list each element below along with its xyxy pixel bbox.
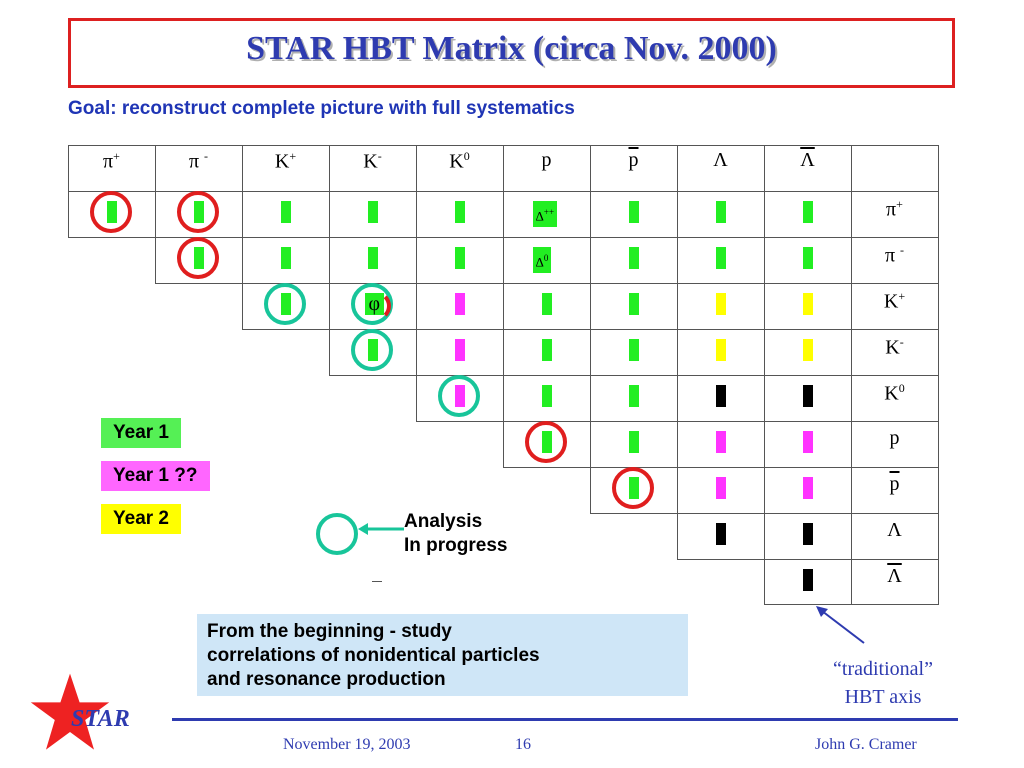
measurement-bar [368, 201, 378, 223]
column-header: $\overline{\Lambda}$ [800, 149, 815, 171]
column-header: $\overline{p}$ [628, 149, 639, 171]
row-label: $K^0$ [884, 381, 905, 405]
measurement-bar [455, 293, 465, 315]
row-label: K+ [883, 289, 906, 313]
measurement-bar [629, 339, 639, 361]
row-label: $\overline{\Lambda}$ [887, 565, 902, 587]
analysis-line1: Analysis [404, 511, 483, 532]
footer-page-number: 16 [515, 736, 531, 753]
column-header: $K^0$ [449, 149, 470, 173]
delta-resonance-label: $\Delta^0$ [533, 247, 552, 273]
measurement-bar [716, 293, 726, 315]
red-highlight-circle [612, 467, 654, 509]
phi-red-arc [361, 291, 391, 321]
row-label: K- [885, 335, 904, 359]
measurement-bar [716, 247, 726, 269]
star-logo-text: STAR [71, 706, 130, 732]
analysis-arrow-icon [356, 520, 406, 540]
measurement-bar [542, 293, 552, 315]
info-line1: From the beginning - study [207, 621, 452, 642]
info-box [197, 614, 688, 696]
red-highlight-circle [90, 191, 132, 233]
row-label: Λ [887, 519, 902, 541]
measurement-bar [716, 477, 726, 499]
analysis-legend-circle [316, 513, 358, 555]
measurement-bar [716, 385, 726, 407]
measurement-bar [629, 247, 639, 269]
measurement-bar [803, 431, 813, 453]
goal-text: Goal: reconstruct complete picture with full systematics [68, 98, 575, 119]
measurement-bar [803, 477, 813, 499]
column-header: K- [363, 149, 382, 173]
measurement-bar [803, 523, 813, 545]
analysis-line2: In progress [404, 535, 508, 556]
measurement-bar [803, 569, 813, 591]
measurement-bar [281, 247, 291, 269]
analysis-in-progress-circle [351, 329, 393, 371]
measurement-bar [629, 431, 639, 453]
legend-year1-question: Year 1 ?? [101, 461, 210, 491]
footer-rule [172, 718, 958, 721]
row-label: π - [884, 243, 905, 267]
measurement-bar [455, 201, 465, 223]
measurement-bar [716, 431, 726, 453]
measurement-bar [281, 201, 291, 223]
phi-resonance-label: φ [365, 293, 385, 315]
slide-title: STAR HBT Matrix (circa Nov. 2000) [246, 30, 777, 67]
column-header: K+ [274, 149, 297, 173]
header-cell [851, 145, 939, 192]
red-highlight-circle [177, 237, 219, 279]
measurement-bar [803, 339, 813, 361]
column-header: p [541, 149, 552, 171]
legend-year2: Year 2 [101, 504, 181, 534]
legend-year1: Year 1 [101, 418, 181, 448]
traditional-label [808, 655, 958, 711]
measurement-bar [629, 201, 639, 223]
analysis-label [404, 510, 507, 558]
traditional-line1: “traditional” [833, 658, 933, 680]
measurement-bar [629, 293, 639, 315]
column-header: Λ [713, 149, 728, 171]
measurement-bar [803, 247, 813, 269]
info-line2: correlations of nonidentical particles [207, 645, 540, 666]
footer-author: John G. Cramer [815, 736, 917, 753]
delta-resonance-label: Δ++ [533, 201, 558, 227]
measurement-bar [716, 201, 726, 223]
measurement-bar [803, 201, 813, 223]
traditional-line2: HBT axis [844, 686, 922, 708]
measurement-bar [455, 247, 465, 269]
measurement-bar [803, 293, 813, 315]
footer-date: November 19, 2003 [283, 736, 411, 753]
measurement-bar [716, 523, 726, 545]
analysis-in-progress-circle [438, 375, 480, 417]
row-label: π+ [886, 197, 903, 221]
measurement-bar [455, 339, 465, 361]
measurement-bar [716, 339, 726, 361]
measurement-bar [542, 385, 552, 407]
red-highlight-circle [177, 191, 219, 233]
measurement-bar [368, 247, 378, 269]
measurement-bar [542, 339, 552, 361]
row-label: $\overline{p}$ [889, 473, 900, 495]
traditional-arrow-icon [812, 603, 868, 647]
info-line3: and resonance production [207, 669, 446, 690]
analysis-in-progress-circle [264, 283, 306, 325]
column-header: π+ [103, 149, 120, 173]
measurement-bar [803, 385, 813, 407]
small-dash [372, 581, 382, 582]
red-highlight-circle [525, 421, 567, 463]
row-label: p [889, 427, 900, 449]
column-header: π - [188, 149, 209, 173]
measurement-bar [629, 385, 639, 407]
